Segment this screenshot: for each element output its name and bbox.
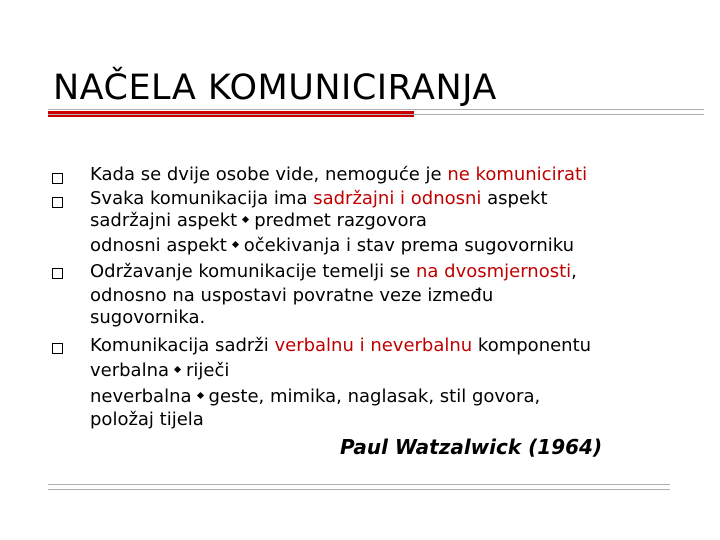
title-rule-top: [48, 109, 704, 110]
item-2-line: [90, 188, 548, 210]
bullet-square-icon: [52, 173, 63, 184]
item-3-text: Održavanje komunikacije temelji se: [90, 261, 416, 282]
item-3-line: [90, 261, 577, 283]
sub-term: odnosni aspekt: [90, 235, 227, 256]
item-4-text: Komunikacija sadrži: [90, 335, 275, 356]
item-4-highlight: verbalnu i neverbalnu: [274, 335, 473, 356]
attribution: Paul Watzalwick (1964): [340, 435, 603, 459]
item-2-sub-2: [90, 235, 574, 257]
sub-desc: očekivanja i stav prema sugovorniku: [243, 235, 575, 256]
item-3-suffix: ,: [571, 261, 577, 282]
item-3-line-2: odnosno na uspostavi povratne veze između: [90, 285, 494, 306]
item-2-suffix: aspekt: [481, 188, 548, 209]
footer-rule-top: [48, 484, 670, 485]
sub-desc: geste, mimika, naglasak, stil govora,: [208, 386, 541, 407]
item-4-sub-2-cont: položaj tijela: [90, 409, 204, 430]
item-4-sub-2: [90, 386, 540, 408]
item-1-text: Kada se dvije osobe vide, nemoguće je: [90, 164, 448, 185]
diamond-bullet-icon: [174, 366, 181, 373]
sub-term: neverbalna: [90, 386, 192, 407]
footer-rule-bottom: [48, 489, 670, 490]
item-1-line: [90, 164, 587, 186]
slide-title: NAČELA KOMUNICIRANJA: [53, 68, 497, 108]
title-rule-bottom: [48, 114, 704, 115]
item-2-text: Svaka komunikacija ima: [90, 188, 314, 209]
item-4-suffix: komponentu: [472, 335, 592, 356]
bullet-square-icon: [52, 197, 63, 208]
bullet-square-icon: [52, 268, 63, 279]
item-3-highlight: na dvosmjernosti: [415, 261, 572, 282]
item-1-highlight: ne komunicirati: [447, 164, 588, 185]
sub-desc: riječi: [186, 360, 230, 381]
item-2-highlight: sadržajni i odnosni: [313, 188, 482, 209]
diamond-bullet-icon: [242, 216, 249, 223]
sub-term: verbalna: [90, 360, 170, 381]
item-4-line: [90, 335, 591, 357]
bullet-square-icon: [52, 343, 63, 354]
item-3-line-3: sugovornika.: [90, 307, 206, 328]
item-2-sub-1: [90, 210, 427, 232]
diamond-bullet-icon: [232, 241, 239, 248]
diamond-bullet-icon: [196, 392, 203, 399]
item-4-sub-1: [90, 360, 229, 382]
sub-desc: predmet razgovora: [254, 210, 427, 231]
sub-term: sadržajni aspekt: [90, 210, 238, 231]
